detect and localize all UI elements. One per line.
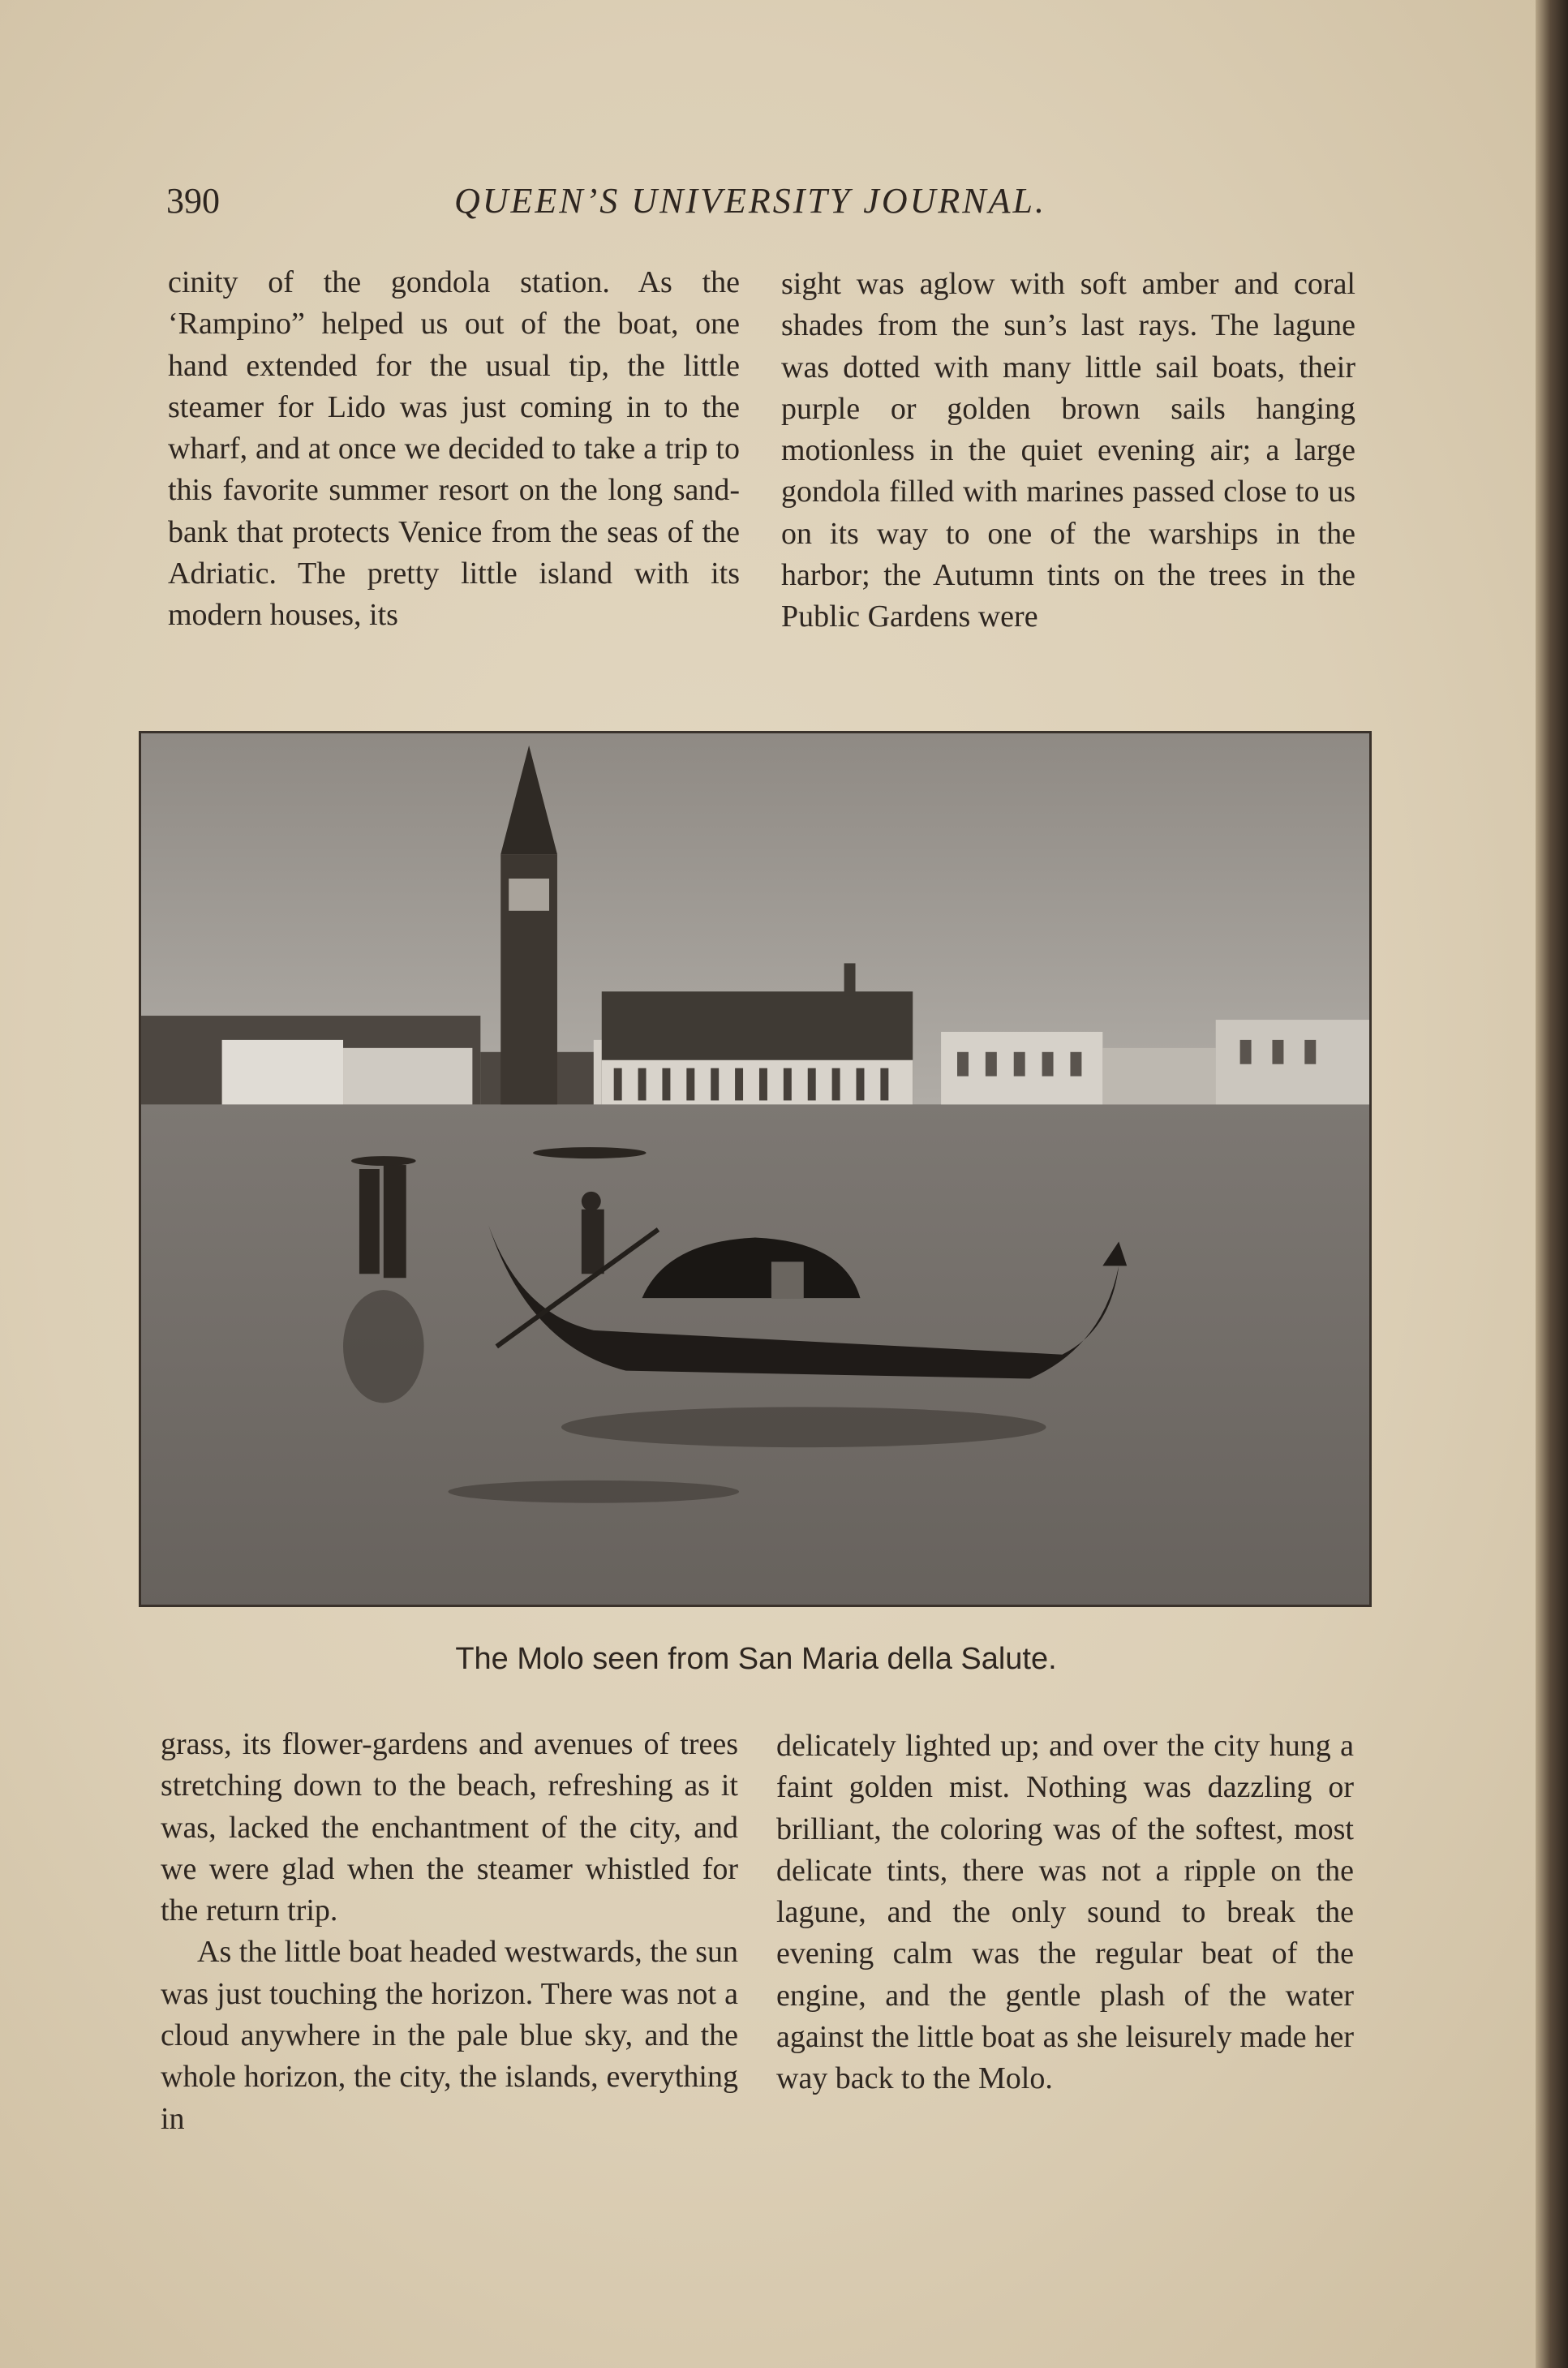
- paragraph: sight was aglow with soft amber and coral shades from the sun’s last rays. The lagune was dotted with many little sail boats, their purple or golden brown sails hanging motionless in the quiet evening air; a large gondola filled with marines passed close to us on its way to one of the warships in the harbor; the Autumn tints on the trees in the Public Gardens were: [781, 267, 1355, 634]
- figure-caption: The Molo seen from San Maria della Salute.: [455, 1642, 1057, 1676]
- page-header: [166, 180, 1367, 237]
- text-column-top-left: [168, 262, 740, 637]
- paragraph: delicately lighted up; and over the city hung a faint golden mist. Nothing was dazzling or brilliant, the coloring was of the softest, most delicate tints, there was not a ripple on the lagune, and the only sound to break the evening calm was the regular beat of the engine, and the gentle plash of the water against the little boat as she leisurely made her way back to the Molo.: [776, 1729, 1354, 2096]
- text-column-bottom-right: [776, 1726, 1354, 2100]
- book-spine-shadow: [1536, 0, 1568, 2368]
- journal-title: QUEEN’S UNIVERSITY JOURNAL.: [454, 181, 1046, 221]
- text-column-bottom-left: [161, 1724, 738, 2140]
- venice-molo-photograph: [139, 731, 1372, 1607]
- paragraph: cinity of the gondola station. As the ‘Rampino” helped us out of the boat, one hand extended for the usual tip, the little steamer for Lido was just coming in to the wharf, and at once we decided to take a trip to this favorite summer resort on the long sand-bank that protects Venice from the seas of the Adriatic. The pretty little island with its modern houses, its: [168, 265, 740, 633]
- text-column-top-right: [781, 264, 1355, 638]
- paragraph: grass, its flower-gardens and avenues of trees stretching down to the beach, refreshing as it was, lacked the enchantment of the city, and we were glad when the steamer whistled for the return trip.: [161, 1727, 738, 1928]
- paragraph: As the little boat headed westwards, the sun was just touching the horizon. There was not a cloud anywhere in the pale blue sky, and the whole horizon, the city, the islands, everything in: [161, 1935, 738, 2136]
- photo-illustration: [141, 733, 1369, 1605]
- page-number: 390: [166, 181, 220, 221]
